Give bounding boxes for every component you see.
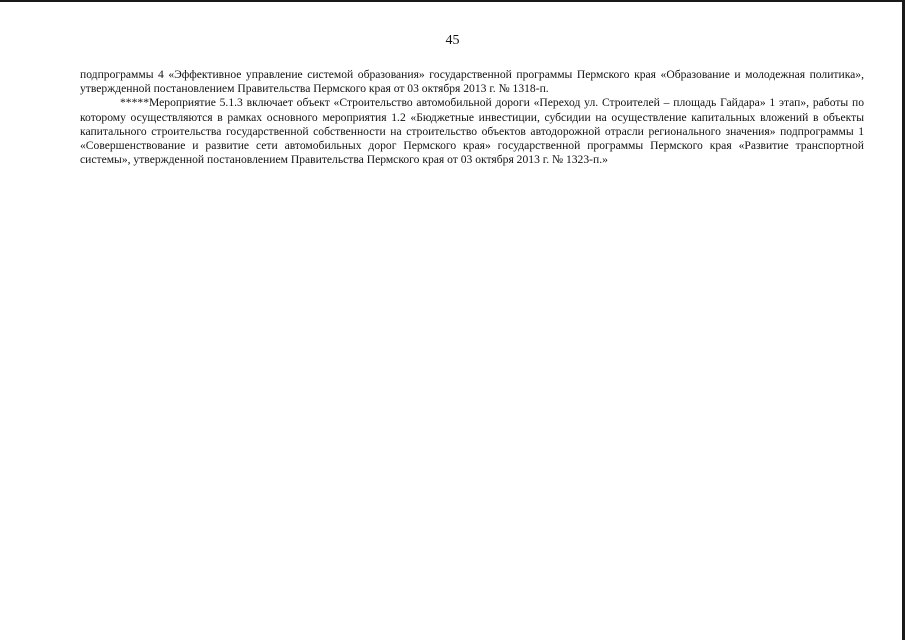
- document-body: [80, 68, 864, 167]
- paragraph-continuation: подпрограммы 4 «Эффективное управление системой образования» государственной программы Пермского края «Образование и молодежная политика», утвержденной постановлением Правительства Пермского края от 03 октября 2013 г. № 1318-п.: [80, 68, 864, 96]
- scan-edge-top: [0, 0, 905, 2]
- paragraph-footnote: *****Мероприятие 5.1.3 включает объект «Строительство автомобильной дороги «Переход ул. Строителей – площадь Гайдара» 1 этап», работы по которому осуществляются в рамках основного мероприятия 1.2 «Бюджетные инвестиции, субсидии на осуществление капитальных вложений в объекты капитального строительства государственной собственности на строительство объектов автодорожной отрасли регионального значения» подпрограммы 1 «Совершенствование и развитие сети автомобильных дорог Пермского края» государственной программы Пермского края «Развитие транспортной системы», утвержденной постановлением Правительства Пермского края от 03 октября 2013 г. № 1323-п.»: [80, 96, 864, 167]
- page-number: 45: [445, 33, 460, 48]
